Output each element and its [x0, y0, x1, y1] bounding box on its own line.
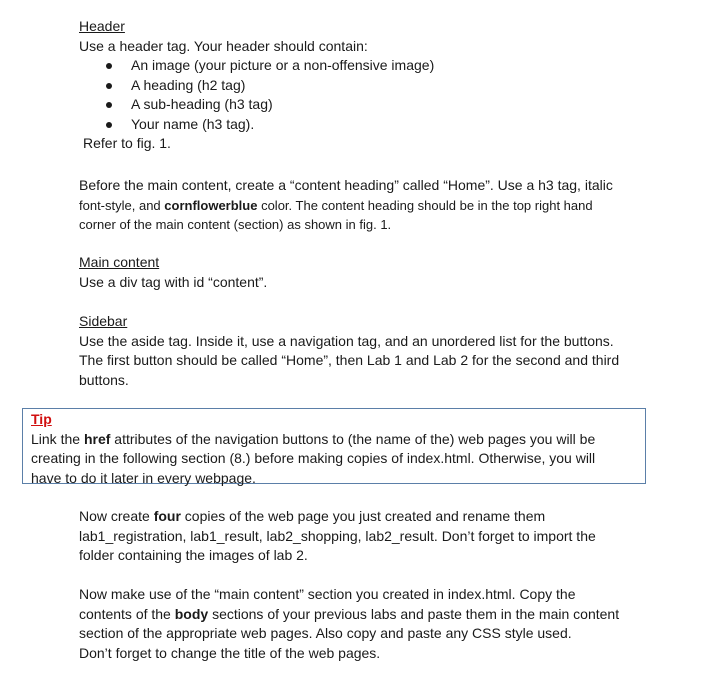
- list-item: A heading (h2 tag): [79, 76, 679, 96]
- tip-line-3: have to do it later in every webpage.: [31, 469, 256, 486]
- bullet-icon: [106, 102, 112, 108]
- content-heading-line-1: Before the main content, create a “content heading” called “Home”. Use a h3 tag, italic: [79, 177, 613, 193]
- tip-box: [22, 408, 646, 484]
- copies-line-3: folder containing the images of lab 2.: [79, 547, 308, 563]
- bullet-icon: [106, 122, 112, 128]
- header-section-title: Header: [79, 18, 125, 34]
- list-item: An image (your picture or a non-offensive image): [79, 56, 679, 76]
- tip-line-1: Link the href attributes of the navigation buttons to (the name of the) web pages you will be: [31, 430, 596, 447]
- main-content-title: Main content: [79, 254, 160, 270]
- main-usage-line-1: Now make use of the “main content” section you created in index.html. Copy the: [79, 586, 576, 602]
- list-item: Your name (h3 tag).: [79, 115, 679, 135]
- header-section-intro: Use a header tag. Your header should contain:: [79, 37, 368, 54]
- header-requirements-list: [79, 56, 679, 134]
- main-usage-line-3: section of the appropriate web pages. Also copy and paste any CSS style used.: [79, 625, 572, 641]
- main-usage-line-2: contents of the body sections of your previous labs and paste them in the main content: [79, 605, 620, 622]
- tip-title: Tip: [31, 411, 52, 427]
- bullet-icon: [106, 63, 112, 69]
- content-heading-section: [79, 176, 679, 235]
- content-heading-line-2: font-style, and cornflowerblue color. The content heading should be in the top right hand: [79, 197, 593, 213]
- sidebar-line-3: buttons.: [79, 371, 129, 388]
- sidebar-line-2: The first button should be called “Home”, then Lab 1 and Lab 2 for the second and third: [79, 352, 620, 368]
- main-content-text: Use a div tag with id “content”.: [79, 273, 268, 290]
- copies-section: [79, 507, 679, 566]
- copies-line-2: lab1_registration, lab1_result, lab2_shopping, lab2_result. Don’t forget to import the: [79, 527, 596, 544]
- header-section: [79, 17, 679, 154]
- refer-text: Refer to fig. 1.: [83, 135, 171, 151]
- main-content-section: [79, 253, 679, 292]
- main-usage-section: [79, 585, 679, 663]
- sidebar-title: Sidebar: [79, 313, 128, 329]
- content-heading-line-3: corner of the main content (section) as shown in fig. 1.: [79, 217, 392, 232]
- copies-line-1: Now create four copies of the web page you just created and rename them: [79, 508, 546, 524]
- tip-line-2: creating in the following section (8.) before making copies of index.html. Otherwise, you will: [31, 450, 596, 466]
- list-item: A sub-heading (h3 tag): [79, 95, 679, 115]
- sidebar-line-1: Use the aside tag. Inside it, use a navigation tag, and an unordered list for the buttons.: [79, 332, 614, 349]
- sidebar-section: [79, 312, 679, 390]
- bullet-icon: [106, 83, 112, 89]
- main-usage-line-4: Don’t forget to change the title of the web pages.: [79, 644, 381, 661]
